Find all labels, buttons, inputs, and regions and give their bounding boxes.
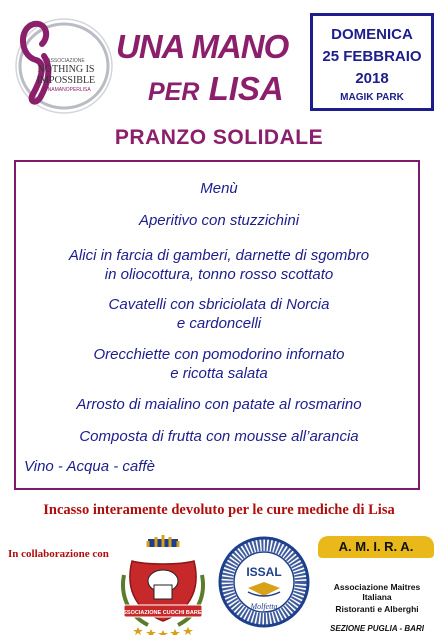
date-box: [310, 13, 434, 111]
menu-item: [16, 395, 422, 414]
menu-item: [16, 295, 422, 333]
menu-item-line: Orecchiette con pomodorino infornato: [93, 346, 345, 363]
menu-item-line: Arrosto di maialino con patate al rosmarino: [76, 396, 362, 413]
amira-section: SEZIONE PUGLIA - BARI: [330, 624, 424, 633]
menu-item: [16, 345, 422, 383]
issal-city: Molfetta: [250, 602, 278, 611]
issal-logo: [218, 536, 310, 628]
menu-item-line: Cavatelli con sbriciolata di Norcia: [108, 296, 330, 313]
menu-item-line: e ricotta salata: [170, 365, 268, 382]
event-day: DOMENICA: [331, 26, 413, 43]
cuochi-baresi-logo: [118, 535, 208, 635]
nothing-is-impossible-logo: [6, 8, 116, 118]
title-per: PER: [148, 78, 200, 106]
menu-item-line: Composta di frutta con mousse all’arancia: [79, 428, 359, 445]
amira-acronym: A. M. I. R. A.: [318, 536, 434, 558]
collaboration-label: In collaborazione con: [8, 548, 109, 560]
menu-drinks: Vino - Acqua - caffè: [24, 458, 155, 475]
menu-item: [16, 211, 422, 230]
menu-item-line: Alici in farcia di gamberi, darnette di sgombro: [68, 247, 370, 264]
amira-logo: [318, 536, 436, 633]
logo-hashtag: #UNAMANOPERLISA: [41, 87, 91, 93]
logo-line3: IMPOSSIBLE: [36, 75, 96, 86]
menu-heading: Menù: [200, 180, 238, 197]
amira-line1: Associazione Maitres Italiana: [333, 582, 421, 602]
donation-note: Incasso interamente devoluto per le cure mediche di Lisa: [43, 502, 395, 518]
menu-item: [16, 427, 422, 446]
event-date: 25 FEBBRAIO: [322, 48, 422, 65]
logo-line2: NOTHING IS: [37, 64, 95, 75]
menu-item: [16, 246, 422, 284]
title-line-1: UNA MANO: [116, 28, 289, 65]
event-subtitle: PRANZO SOLIDALE: [114, 126, 324, 149]
cuochi-baresi-name: ASSOCIAZIONE CUOCHI BARESI: [119, 610, 207, 616]
menu-box: [14, 160, 420, 490]
menu-item-line: Aperitivo con stuzzichini: [138, 212, 300, 229]
title-line-2: [148, 70, 308, 108]
event-year: 2018: [355, 70, 389, 87]
menu-item-line: in oliocottura, tonno rosso scottato: [104, 266, 334, 283]
issal-name: ISSAL: [246, 565, 282, 579]
amira-line2: Ristoranti e Alberghi: [335, 604, 419, 614]
logo-line1: ASSOCIAZIONE: [47, 58, 85, 64]
title-lisa: LISA: [208, 70, 284, 107]
menu-item-line: e cardoncelli: [176, 315, 262, 332]
event-venue: MAGIK PARK: [340, 92, 404, 103]
stars-decoration: [133, 627, 193, 635]
